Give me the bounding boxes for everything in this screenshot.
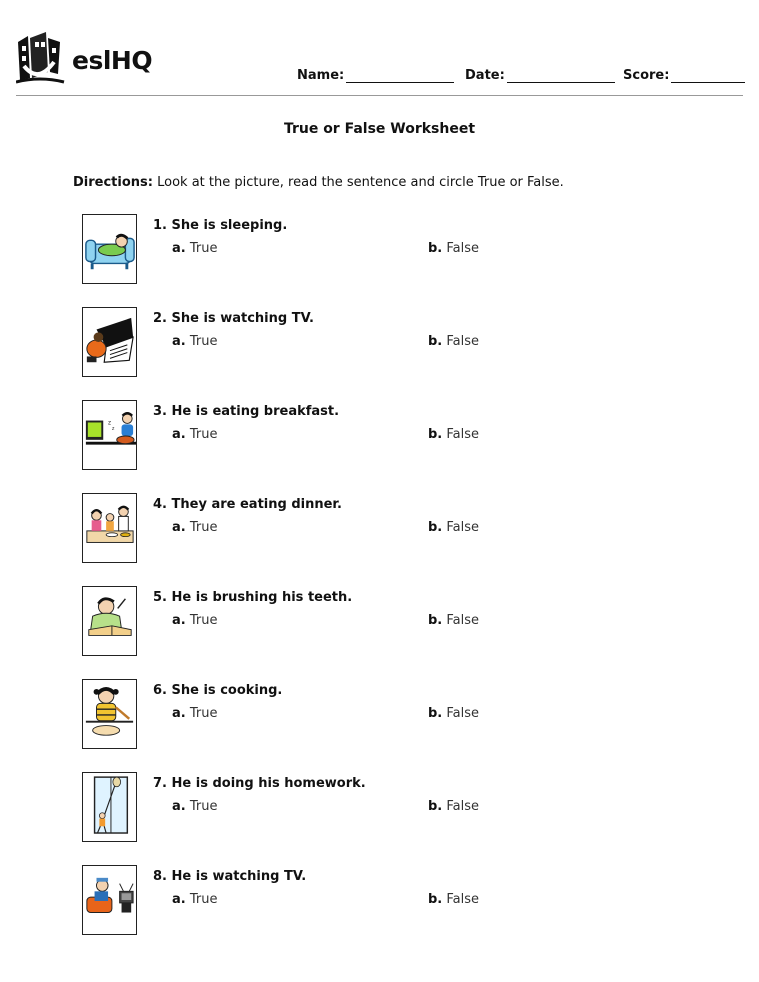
option-true[interactable]: a. True: [172, 241, 218, 256]
option-false[interactable]: b. False: [428, 520, 480, 535]
question-sentence: 7. He is doing his homework.: [153, 776, 366, 791]
page-header: [0, 0, 759, 100]
option-true[interactable]: a. True: [172, 427, 218, 442]
man-watching-tv-icon: [82, 865, 137, 935]
sleeping-on-couch-icon: [82, 214, 137, 284]
studying-icon: [82, 586, 137, 656]
date-label: Date:: [465, 68, 505, 83]
option-true[interactable]: a. True: [172, 334, 218, 349]
question-sentence: 1. She is sleeping.: [153, 218, 288, 233]
name-label: Name:: [297, 68, 345, 83]
date-line[interactable]: [507, 68, 615, 83]
score-line[interactable]: [671, 68, 745, 83]
logo-text: eslHQ: [72, 46, 153, 75]
option-true[interactable]: a. True: [172, 520, 218, 535]
option-true[interactable]: a. True: [172, 892, 218, 907]
name-line[interactable]: [346, 68, 454, 83]
question-1: [82, 214, 702, 286]
option-true[interactable]: a. True: [172, 799, 218, 814]
question-5: [82, 586, 702, 658]
option-true[interactable]: a. True: [172, 613, 218, 628]
option-false[interactable]: b. False: [428, 334, 480, 349]
question-sentence: 4. They are eating dinner.: [153, 497, 342, 512]
question-sentence: 3. He is eating breakfast.: [153, 404, 340, 419]
directions-label: Directions:: [73, 175, 153, 190]
option-false[interactable]: b. False: [428, 799, 480, 814]
question-sentence: 2. She is watching TV.: [153, 311, 314, 326]
header-divider: [16, 95, 743, 96]
score-label: Score:: [623, 68, 670, 83]
directions-text: Look at the picture, read the sentence and circle True or False.: [157, 175, 564, 190]
option-false[interactable]: b. False: [428, 427, 480, 442]
score-field[interactable]: [623, 68, 745, 83]
family-dinner-icon: [82, 493, 137, 563]
svg-text:z: z: [108, 420, 112, 427]
cleaning-window-icon: [82, 772, 137, 842]
question-7: [82, 772, 702, 844]
question-2: [82, 307, 702, 379]
eslhq-logo: [16, 32, 166, 86]
date-field[interactable]: [465, 68, 615, 83]
option-false[interactable]: b. False: [428, 613, 480, 628]
svg-text:z: z: [111, 427, 115, 433]
question-sentence: 5. He is brushing his teeth.: [153, 590, 353, 605]
question-8: [82, 865, 702, 937]
option-true[interactable]: a. True: [172, 706, 218, 721]
girl-eating-icon: [82, 679, 137, 749]
worksheet-title: True or False Worksheet: [283, 121, 476, 137]
question-sentence: 8. He is watching TV.: [153, 869, 307, 884]
name-field[interactable]: [297, 68, 454, 83]
option-false[interactable]: b. False: [428, 241, 480, 256]
playing-piano-icon: [82, 307, 137, 377]
option-false[interactable]: b. False: [428, 706, 480, 721]
question-sentence: 6. She is cooking.: [153, 683, 283, 698]
option-false[interactable]: b. False: [428, 892, 480, 907]
question-4: [82, 493, 702, 565]
question-6: [82, 679, 702, 751]
watching-tv-icon: [82, 400, 137, 470]
question-3: [82, 400, 702, 472]
directions: [73, 175, 564, 190]
building-logo-icon: [16, 32, 72, 86]
